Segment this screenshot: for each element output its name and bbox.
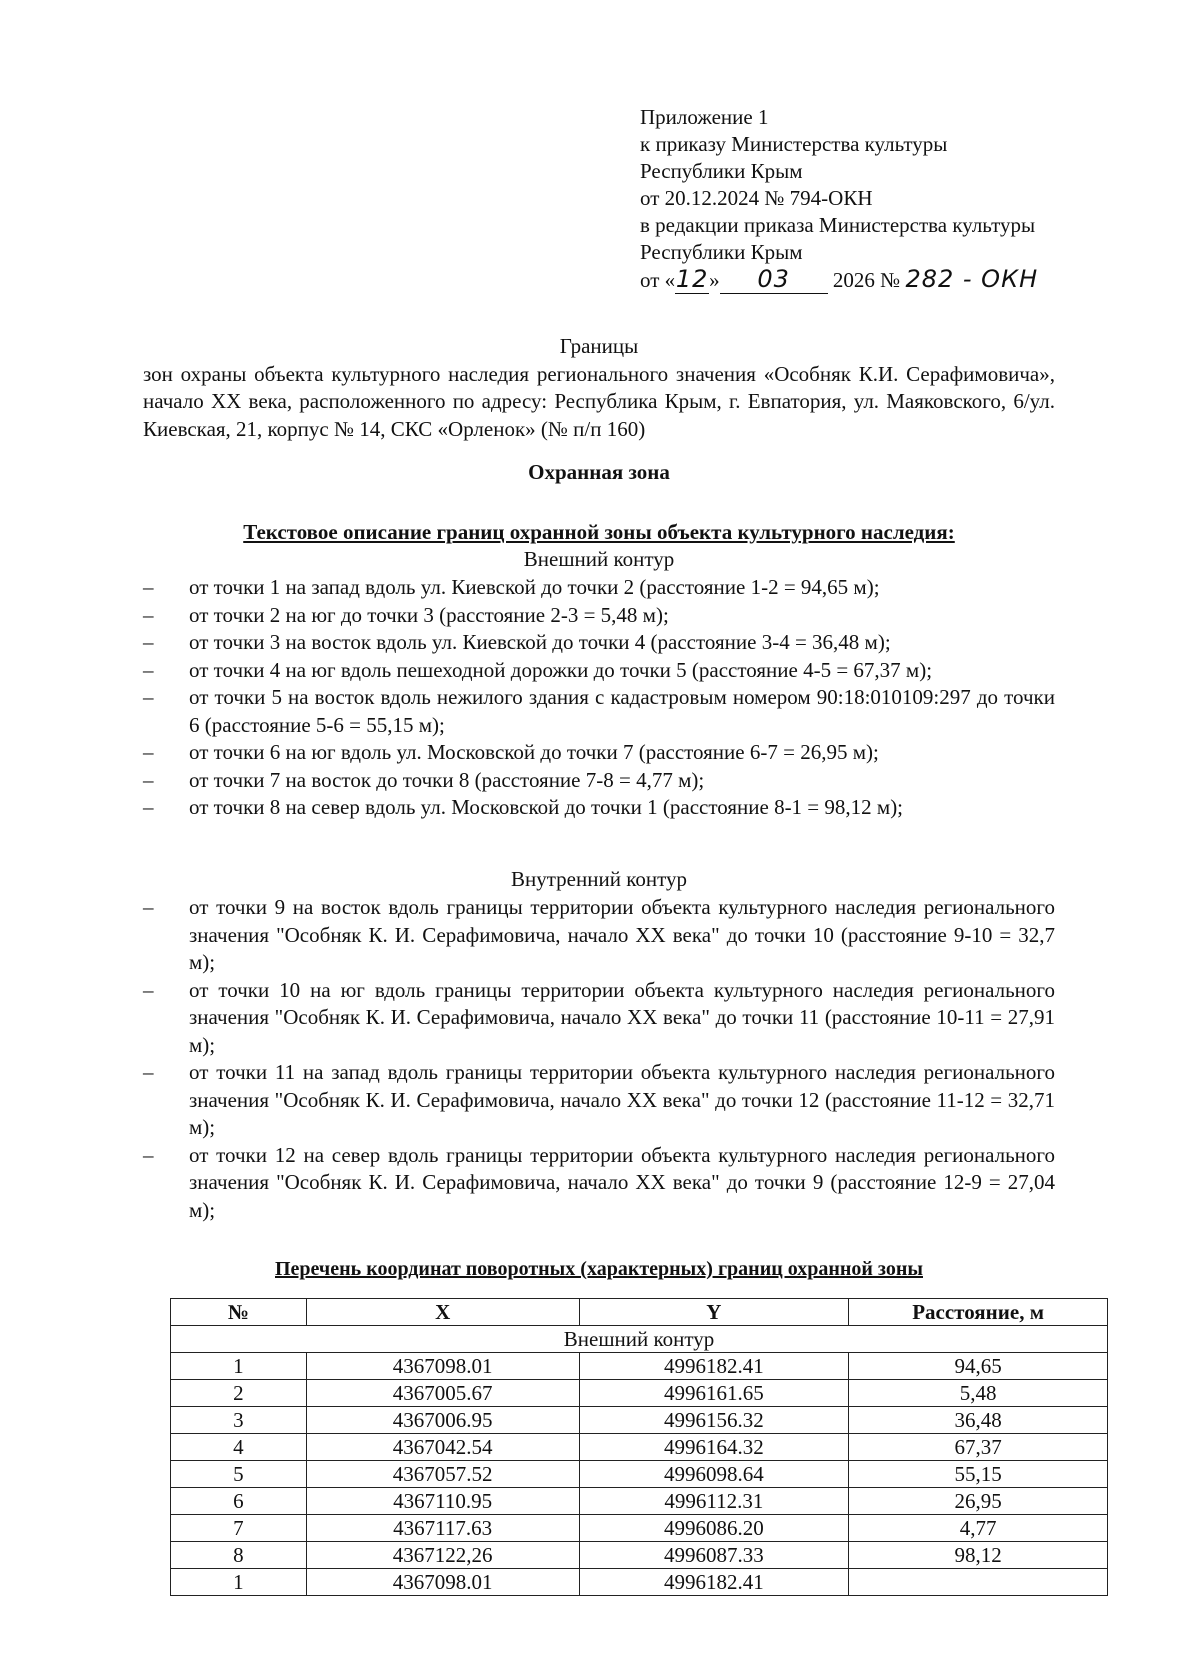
cell-number: 4 bbox=[171, 1434, 307, 1461]
list-item bbox=[143, 629, 1055, 657]
appendix-line: к приказу Министерства культуры bbox=[640, 132, 948, 156]
cell-distance: 98,12 bbox=[849, 1542, 1108, 1569]
cell-number: 8 bbox=[171, 1542, 307, 1569]
table-row bbox=[171, 1380, 1108, 1407]
cell-x: 4367042.54 bbox=[306, 1434, 579, 1461]
table-row bbox=[171, 1488, 1108, 1515]
cell-distance: 26,95 bbox=[849, 1488, 1108, 1515]
cell-distance: 67,37 bbox=[849, 1434, 1108, 1461]
cell-x: 4367005.67 bbox=[306, 1380, 579, 1407]
handwritten-month: 03 bbox=[720, 266, 828, 294]
table-row bbox=[171, 1542, 1108, 1569]
appendix-line: от 20.12.2024 № 794-ОКН bbox=[640, 186, 873, 210]
table-header-row bbox=[171, 1299, 1108, 1326]
header-number: № bbox=[171, 1299, 307, 1326]
cell-distance bbox=[849, 1569, 1108, 1596]
cell-number: 3 bbox=[171, 1407, 307, 1434]
table-row bbox=[171, 1434, 1108, 1461]
dash-bullet: – bbox=[143, 740, 154, 764]
cell-number: 6 bbox=[171, 1488, 307, 1515]
coordinates-table-title: Перечень координат поворотных (характерных) границ охранной зоны bbox=[275, 1258, 923, 1280]
list-item-text: от точки 3 на восток вдоль ул. Киевской до точки 4 (расстояние 3-4 = 36,48 м); bbox=[189, 630, 891, 654]
date-year: 2026 № bbox=[832, 268, 901, 292]
order-date-line bbox=[640, 266, 1038, 294]
date-prefix: от « bbox=[640, 268, 676, 292]
list-item bbox=[143, 602, 1055, 630]
list-item-text: от точки 4 на юг вдоль пешеходной дорожки до точки 5 (расстояние 4-5 = 67,37 м); bbox=[189, 657, 933, 682]
cell-number: 2 bbox=[171, 1380, 307, 1407]
list-item bbox=[143, 739, 1055, 767]
section-label: Внешний контур bbox=[171, 1326, 1108, 1353]
date-quote: » bbox=[709, 268, 720, 292]
cell-y: 4996164.32 bbox=[579, 1434, 849, 1461]
cell-x: 4367098.01 bbox=[306, 1569, 579, 1596]
dash-bullet: – bbox=[143, 630, 154, 654]
dash-bullet: – bbox=[143, 1142, 154, 1167]
list-item-text: от точки 10 на юг вдоль границы территории объекта культурного наследия регионального значения "Особняк К. И. Серафимовича, начало XX века" до точки 11 (расстояние 10-11 = 27,91 м); bbox=[189, 977, 1055, 1057]
dash-bullet: – bbox=[143, 795, 154, 819]
list-item bbox=[143, 657, 1055, 685]
table-row bbox=[171, 1569, 1108, 1596]
cell-y: 4996156.32 bbox=[579, 1407, 849, 1434]
cell-y: 4996086.20 bbox=[579, 1515, 849, 1542]
cell-y: 4996161.65 bbox=[579, 1380, 849, 1407]
list-item bbox=[143, 794, 1055, 822]
cell-number: 1 bbox=[171, 1569, 307, 1596]
table-row bbox=[171, 1407, 1108, 1434]
table-row bbox=[171, 1515, 1108, 1542]
cell-distance: 4,77 bbox=[849, 1515, 1108, 1542]
dash-bullet: – bbox=[143, 895, 154, 919]
outer-contour-list bbox=[143, 574, 1055, 822]
outer-contour-label: Внешний контур bbox=[523, 547, 675, 571]
cell-distance: 5,48 bbox=[849, 1380, 1108, 1407]
cell-distance: 55,15 bbox=[849, 1461, 1108, 1488]
list-item bbox=[143, 1059, 1055, 1142]
list-item bbox=[143, 574, 1055, 602]
dash-bullet: – bbox=[143, 685, 154, 709]
zone-title: Охранная зона bbox=[528, 460, 670, 484]
list-item bbox=[143, 894, 1055, 977]
appendix-header bbox=[640, 104, 1038, 294]
cell-number: 1 bbox=[171, 1353, 307, 1380]
cell-x: 4367110.95 bbox=[306, 1488, 579, 1515]
header-x: X bbox=[306, 1299, 579, 1326]
title-heading: Границы bbox=[559, 334, 639, 358]
coordinates-table bbox=[170, 1298, 1108, 1596]
cell-number: 7 bbox=[171, 1515, 307, 1542]
description-title: Текстовое описание границ охранной зоны объекта культурного наследия: bbox=[243, 520, 955, 544]
list-item-text: от точки 12 на север вдоль границы территории объекта культурного наследия регионального значения "Особняк К. И. Серафимовича, начало XX века" до точки 9 (расстояние 12-9 = 27,04 м); bbox=[189, 1142, 1055, 1222]
cell-y: 4996182.41 bbox=[579, 1569, 849, 1596]
cell-distance: 36,48 bbox=[849, 1407, 1108, 1434]
list-item-text: от точки 6 на юг вдоль ул. Московской до точки 7 (расстояние 6-7 = 26,95 м); bbox=[189, 740, 879, 764]
appendix-line: в редакции приказа Министерства культуры bbox=[640, 213, 1036, 237]
cell-x: 4367006.95 bbox=[306, 1407, 579, 1434]
dash-bullet: – bbox=[143, 657, 154, 682]
cell-x: 4367122,26 bbox=[306, 1542, 579, 1569]
dash-bullet: – bbox=[143, 575, 154, 599]
cell-x: 4367117.63 bbox=[306, 1515, 579, 1542]
handwritten-order-number: 282 - ОКН bbox=[905, 265, 1039, 293]
header-distance: Расстояние, м bbox=[849, 1299, 1108, 1326]
list-item bbox=[143, 977, 1055, 1060]
list-item-text: от точки 2 на юг до точки 3 (расстояние 2-3 = 5,48 м); bbox=[189, 602, 669, 627]
handwritten-day: 12 bbox=[675, 265, 709, 293]
appendix-line: Приложение 1 bbox=[640, 105, 769, 129]
cell-y: 4996098.64 bbox=[579, 1461, 849, 1488]
cell-x: 4367057.52 bbox=[306, 1461, 579, 1488]
inner-contour-list bbox=[143, 894, 1055, 1224]
dash-bullet: – bbox=[143, 1060, 154, 1084]
dash-bullet: – bbox=[143, 977, 154, 1002]
cell-distance: 94,65 bbox=[849, 1353, 1108, 1380]
table-section-row bbox=[171, 1326, 1108, 1353]
table-row bbox=[171, 1353, 1108, 1380]
list-item-text: от точки 7 на восток до точки 8 (расстояние 7-8 = 4,77 м); bbox=[189, 767, 705, 792]
list-item-text: от точки 8 на север вдоль ул. Московской до точки 1 (расстояние 8-1 = 98,12 м); bbox=[189, 795, 904, 819]
list-item-text: от точки 5 на восток вдоль нежилого здания с кадастровым номером 90:18:010109:297 до точки 6 (расстояние 5-6 = 55,15 м); bbox=[189, 685, 1055, 737]
title-body: зон охраны объекта культурного наследия регионального значения «Особняк К.И. Серафимовича», начало XX века, расположенного по адресу: Республика Крым, г. Евпатория, ул. Маяковского, 6/ул. Киевская, 21, корпус № 14, СКС «Орленок» (№ п/п 160) bbox=[143, 361, 1055, 441]
list-item bbox=[143, 1142, 1055, 1225]
inner-contour-label: Внутренний контур bbox=[511, 867, 687, 891]
dash-bullet: – bbox=[143, 602, 154, 627]
cell-y: 4996112.31 bbox=[579, 1488, 849, 1515]
table-row bbox=[171, 1461, 1108, 1488]
header-y: Y bbox=[579, 1299, 849, 1326]
list-item-text: от точки 1 на запад вдоль ул. Киевской до точки 2 (расстояние 1-2 = 94,65 м); bbox=[189, 575, 880, 599]
dash-bullet: – bbox=[143, 767, 154, 792]
cell-y: 4996087.33 bbox=[579, 1542, 849, 1569]
title-block bbox=[143, 333, 1055, 443]
list-item bbox=[143, 767, 1055, 795]
list-item-text: от точки 9 на восток вдоль границы территории объекта культурного наследия регионального значения "Особняк К. И. Серафимовича, начало XX века" до точки 10 (расстояние 9-10 = 32,7 м); bbox=[189, 895, 1055, 974]
list-item bbox=[143, 684, 1055, 739]
appendix-line: Республики Крым bbox=[640, 159, 803, 183]
cell-y: 4996182.41 bbox=[579, 1353, 849, 1380]
cell-number: 5 bbox=[171, 1461, 307, 1488]
cell-x: 4367098.01 bbox=[306, 1353, 579, 1380]
appendix-line: Республики Крым bbox=[640, 240, 803, 264]
list-item-text: от точки 11 на запад вдоль границы территории объекта культурного наследия регионального значения "Особняк К. И. Серафимовича, начало XX века" до точки 12 (расстояние 11-12 = 32,71 м); bbox=[189, 1060, 1055, 1139]
